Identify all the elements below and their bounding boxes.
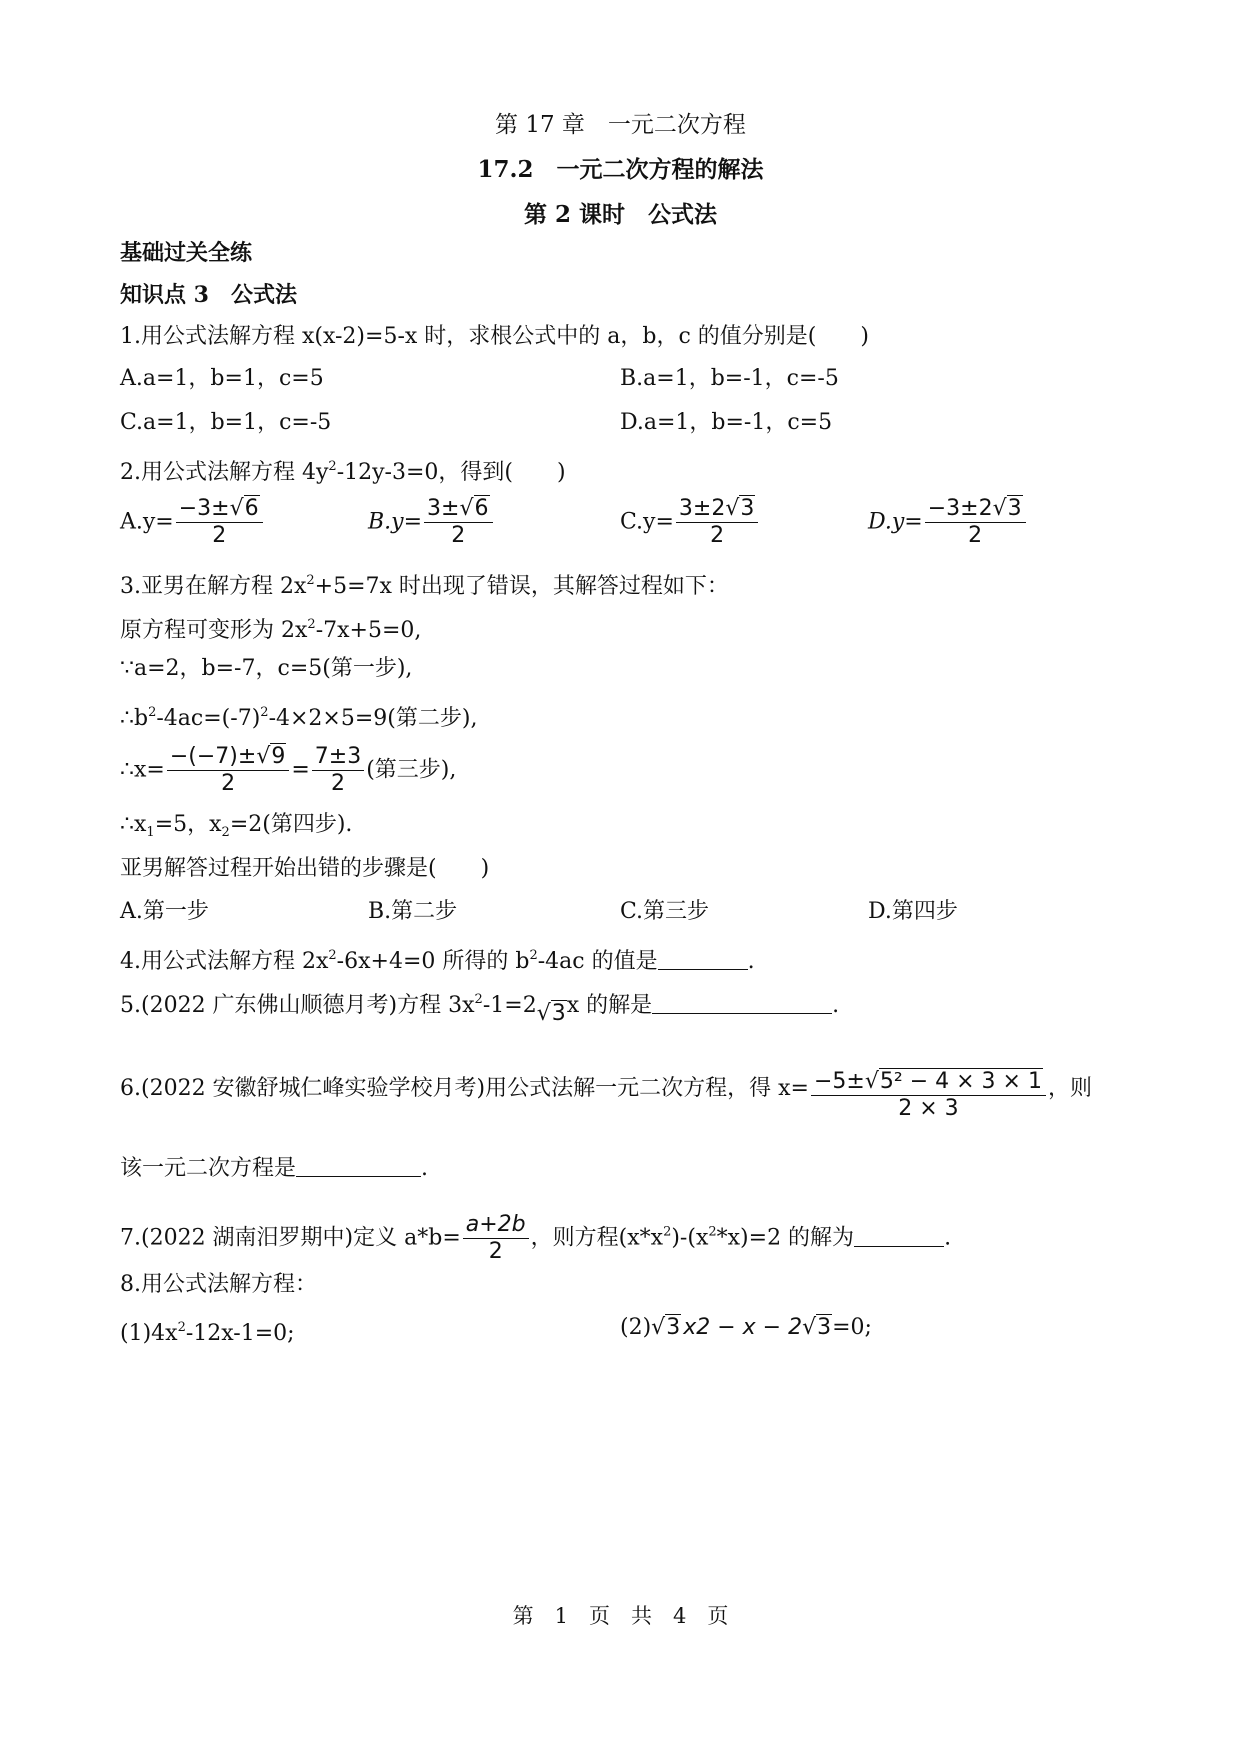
q2-option-a: A.y= $\frac{-3\pm√6}{2}$: [120, 496, 265, 549]
q2-option-d: D.y= $\frac{-3\pm 2√3}{2}$: [868, 496, 1028, 549]
page-footer: 第 1 页 共 4 页: [512, 1604, 729, 1628]
q3-ask: 亚男解答过程开始出错的步骤是( ): [120, 856, 490, 881]
q3-line-1: 原方程可变形为 $2x^2-7x+5=0$,: [120, 617, 422, 643]
q6-answer-blank[interactable]: [296, 1154, 421, 1177]
section-title: 17.2 一元二次方程的解法: [477, 156, 764, 183]
q6-stem: 6.(2022 安徽舒城仁峰实验学校月考)用公式法解一元二次方程，得 x= $\frac{\text{−5±√5² − 4 × 3 × 1}}{2 \times 3}$ ，则: [120, 1069, 1092, 1121]
q1-option-c: C.a=1，b=1，c=-5: [120, 410, 332, 435]
q3-option-d: D.第四步: [868, 899, 958, 924]
q3-line-4: ∴x= $\frac{-(-7)\pm√9}{2}$ = $\frac{7\pm 3}{2}$ (第三步),: [120, 744, 457, 796]
q4-answer-blank[interactable]: [658, 947, 748, 970]
lesson-title: 第 2 课时 公式法: [523, 201, 718, 228]
q3-option-a: A.第一步: [120, 899, 209, 924]
q1-option-b: B.a=1，b=-1，c=-5: [620, 366, 839, 391]
q6-line-2: 该一元二次方程是 .: [120, 1156, 429, 1181]
q8-part-1: $(1)4x^2-12x-1=0$;: [120, 1320, 295, 1346]
q4-stem: 4.用公式法解方程 $2x^2-6x+4=0$ 所得的 $b^2-4ac$ 的值是 .: [120, 948, 755, 974]
q1-stem: 1.用公式法解方程 x(x-2)=5-x 时，求根公式中的 a，b，c 的值分别是( ): [120, 324, 869, 349]
q3-option-b: B.第二步: [368, 899, 458, 924]
q2-stem: 2.用公式法解方程 $4y^2-12y-3=0$，得到( ): [120, 459, 566, 485]
q5-stem: 5.(2022 广东佛山顺德月考)方程 $3x^2-1=2√3x$ 的解是 .: [120, 992, 840, 1026]
q7-answer-blank[interactable]: [854, 1224, 944, 1247]
q7-stem: 7.(2022 湖南汨罗期中)定义 a*b= $\frac{a+2b}{2}$ ，则方程$(x*x^2)-(x^2*x)=2$ 的解为 .: [120, 1212, 952, 1264]
q8-stem: 8.用公式法解方程：: [120, 1272, 317, 1297]
q3-line-3: $\therefore b^2-4ac=(-7)^2-4\times 2\times 5=9$(第二步),: [120, 705, 478, 731]
chapter-title: 第 17 章 一元二次方程: [495, 112, 746, 138]
knowledge-point: 知识点 3 公式法: [120, 282, 297, 308]
q1-option-a: A.a=1，b=1，c=5: [120, 366, 324, 391]
q8-part-2: (2)√3 x2 − x − 2√3=0;: [620, 1315, 872, 1340]
q5-answer-blank[interactable]: [652, 991, 832, 1014]
q3-line-2: ∵a=2，b=-7，c=5(第一步),: [120, 656, 413, 681]
q3-stem: 3.亚男在解方程 $2x^2+5=7x$ 时出现了错误，其解答过程如下：: [120, 573, 729, 599]
q1-option-d: D.a=1，b=-1，c=5: [620, 410, 833, 435]
q3-option-c: C.第三步: [620, 899, 710, 924]
q3-line-5: $\therefore x_1=5$，$x_2=2$(第四步).: [120, 812, 353, 840]
part-title: 基础过关全练: [120, 240, 253, 266]
q2-option-b: B.y= $\frac{3\pm√6}{2}$: [368, 496, 495, 549]
q2-option-c: C.y= $\frac{3\pm 2√3}{2}$: [620, 496, 760, 549]
